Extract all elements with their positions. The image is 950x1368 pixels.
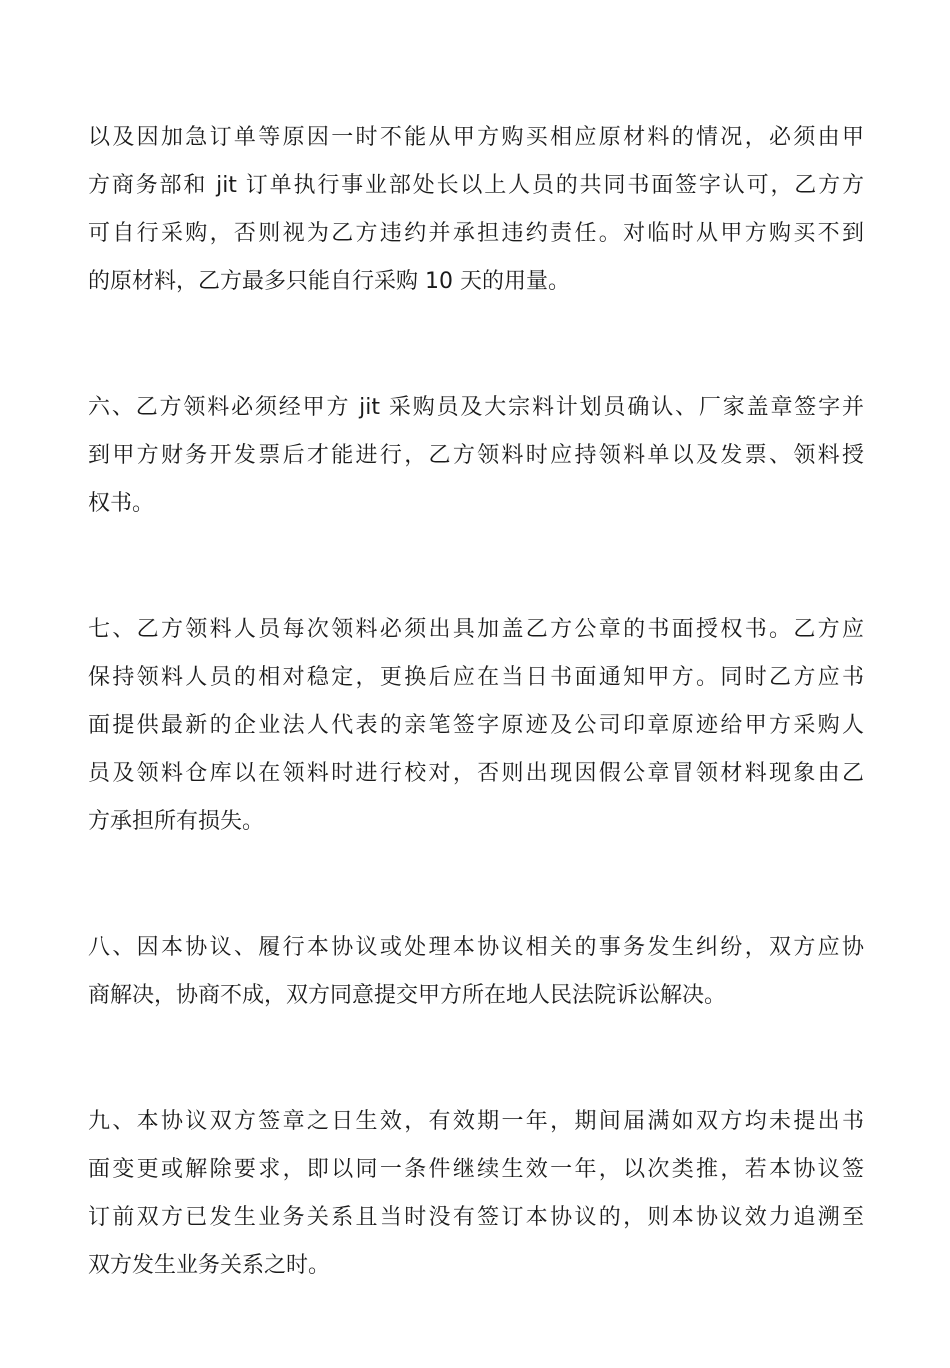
text-line: 方承担所有损失。 bbox=[88, 809, 265, 834]
paragraph-clause-6 bbox=[88, 384, 864, 528]
text-line: 方商务部和 jit 订单执行事业部处长以上人员的共同书面签字认可，乙方方 bbox=[88, 173, 864, 198]
text-line: 双方发生业务关系之时。 bbox=[88, 1253, 331, 1278]
paragraph-clause-9 bbox=[88, 1098, 864, 1290]
text-line: 到甲方财务开发票后才能进行，乙方领料时应持领料单以及发票、领料授 bbox=[88, 443, 864, 468]
text-line: 九、本协议双方签章之日生效，有效期一年，期间届满如双方均未提出书 bbox=[88, 1109, 864, 1134]
text-line: 六、乙方领料必须经甲方 jit 采购员及大宗料计划员确认、厂家盖章签字并 bbox=[88, 395, 864, 420]
text-line: 以及因加急订单等原因一时不能从甲方购买相应原材料的情况，必须由甲 bbox=[88, 125, 864, 150]
text-line: 的原材料，乙方最多只能自行采购 10 天的用量。 bbox=[88, 269, 570, 294]
text-line: 可自行采购，否则视为乙方违约并承担违约责任。对临时从甲方购买不到 bbox=[88, 221, 864, 246]
text-line: 面提供最新的企业法人代表的亲笔签字原迹及公司印章原迹给甲方采购人 bbox=[88, 713, 864, 738]
text-line: 面变更或解除要求，即以同一条件继续生效一年，以次类推，若本协议签 bbox=[88, 1157, 864, 1182]
text-line: 权书。 bbox=[88, 491, 155, 516]
document-body bbox=[88, 114, 864, 1368]
text-line: 七、乙方领料人员每次领料必须出具加盖乙方公章的书面授权书。乙方应 bbox=[88, 617, 864, 642]
text-line: 保持领料人员的相对稳定，更换后应在当日书面通知甲方。同时乙方应书 bbox=[88, 665, 864, 690]
text-line: 商解决，协商不成，双方同意提交甲方所在地人民法院诉讼解决。 bbox=[88, 983, 727, 1008]
paragraph-clause-8 bbox=[88, 924, 864, 1020]
text-line: 员及领料仓库以在领料时进行校对，否则出现因假公章冒领材料现象由乙 bbox=[88, 761, 864, 786]
text-line: 订前双方已发生业务关系且当时没有签订本协议的，则本协议效力追溯至 bbox=[88, 1205, 864, 1230]
text-line: 八、因本协议、履行本协议或处理本协议相关的事务发生纠纷，双方应协 bbox=[88, 935, 864, 960]
paragraph-clause-7 bbox=[88, 606, 864, 846]
paragraph-procurement-exception bbox=[88, 114, 864, 306]
